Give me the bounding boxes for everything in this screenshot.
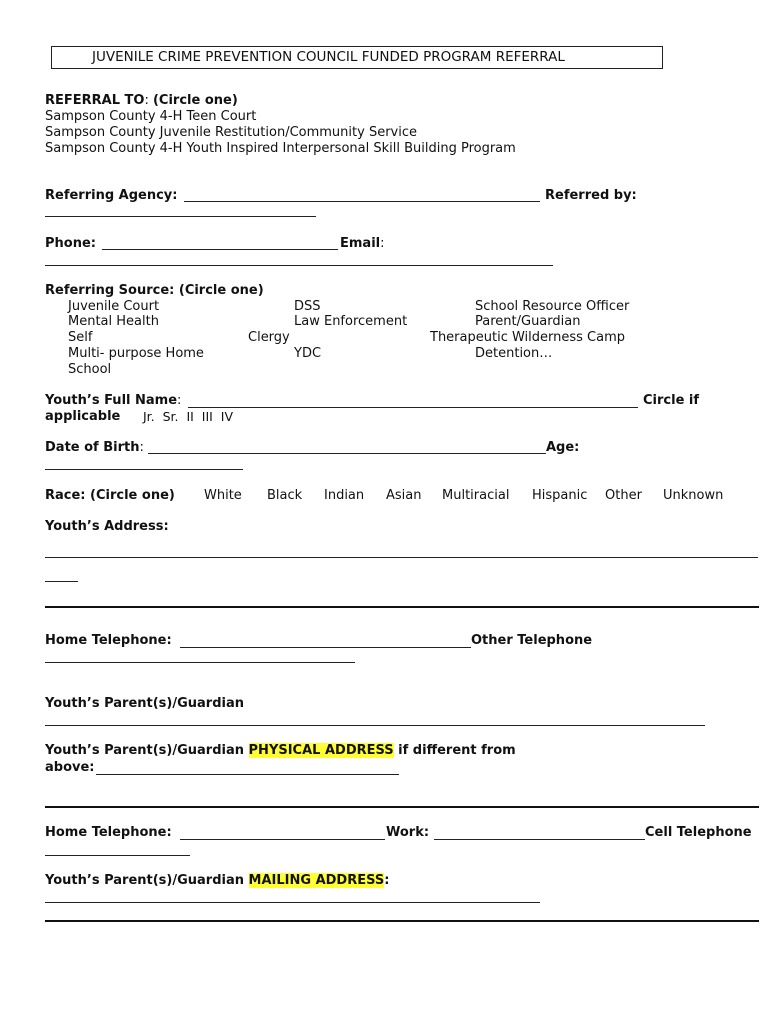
email-label <box>340 236 385 252</box>
physical-address-suffix: if different from <box>393 743 516 758</box>
source-wilderness-camp[interactable]: Therapeutic Wilderness Camp <box>430 330 625 345</box>
email-field[interactable] <box>45 265 553 266</box>
program-option-skill-building[interactable]: Sampson County 4-H Youth Inspired Interpersonal Skill Building Program <box>45 141 516 156</box>
referring-agency-label: Referring Agency: <box>45 188 178 203</box>
guardian-label: Youth’s Parent(s)/Guardian <box>45 696 244 711</box>
section-divider <box>45 920 759 922</box>
guardian-home-telephone-field[interactable] <box>180 839 385 840</box>
race-asian[interactable]: Asian <box>386 488 422 503</box>
program-option-teen-court[interactable]: Sampson County 4-H Teen Court <box>45 109 257 124</box>
race-other[interactable]: Other <box>605 488 642 503</box>
race-indian[interactable]: Indian <box>324 488 365 503</box>
mailing-address-colon: : <box>384 873 390 888</box>
phone-field[interactable] <box>102 249 338 250</box>
physical-address-field[interactable] <box>96 774 399 775</box>
source-school[interactable]: School <box>68 362 112 377</box>
youth-address-label: Youth’s Address: <box>45 519 169 534</box>
dob-colon: : <box>139 440 144 455</box>
source-mental-health[interactable]: Mental Health <box>68 314 159 329</box>
physical-address-prefix: Youth’s Parent(s)/Guardian <box>45 743 249 758</box>
dob-label-text: Date of Birth <box>45 440 140 455</box>
race-unknown[interactable]: Unknown <box>663 488 724 503</box>
mailing-address-label <box>45 873 389 889</box>
source-detention[interactable]: Detention… <box>475 346 553 361</box>
race-multiracial[interactable]: Multiracial <box>442 488 510 503</box>
physical-address-highlight: PHYSICAL ADDRESS <box>248 743 394 758</box>
applicable-label: applicable <box>45 409 121 424</box>
email-label-text: Email <box>340 236 381 251</box>
mailing-address-prefix: Youth’s Parent(s)/Guardian <box>45 873 249 888</box>
guardian-field[interactable] <box>45 725 705 726</box>
race-white[interactable]: White <box>204 488 242 503</box>
youth-name-colon: : <box>177 393 182 408</box>
youth-name-label <box>45 393 181 409</box>
guardian-cell-field[interactable] <box>45 855 190 856</box>
mailing-address-highlight: MAILING ADDRESS <box>248 873 385 888</box>
section-divider <box>45 606 759 608</box>
referral-to-label: REFERRAL TO <box>45 93 145 108</box>
home-telephone-field[interactable] <box>180 647 471 648</box>
referring-agency-field[interactable] <box>184 201 540 202</box>
source-juvenile-court[interactable]: Juvenile Court <box>68 299 160 314</box>
circle-if-label: Circle if <box>643 393 700 408</box>
guardian-work-field[interactable] <box>434 839 645 840</box>
referred-by-field[interactable] <box>45 216 316 217</box>
source-multi-purpose-home[interactable]: Multi- purpose Home <box>68 346 204 361</box>
age-field[interactable] <box>45 469 243 470</box>
dob-field[interactable] <box>148 453 546 454</box>
source-ydc[interactable]: YDC <box>294 346 322 361</box>
referred-by-label: Referred by: <box>545 188 637 203</box>
youth-name-label-text: Youth’s Full Name <box>45 393 178 408</box>
home-telephone-label: Home Telephone: <box>45 633 172 648</box>
name-suffix-options[interactable]: Jr. Sr. II III IV <box>143 409 234 424</box>
form-title-box <box>51 46 663 69</box>
guardian-work-label: Work: <box>386 825 430 840</box>
email-colon: : <box>380 236 385 251</box>
guardian-home-telephone-label: Home Telephone: <box>45 825 172 840</box>
program-option-restitution[interactable]: Sampson County Juvenile Restitution/Community Service <box>45 125 417 140</box>
source-clergy[interactable]: Clergy <box>248 330 290 345</box>
referral-to-heading <box>45 93 238 109</box>
source-law-enforcement[interactable]: Law Enforcement <box>294 314 408 329</box>
other-telephone-field[interactable] <box>45 662 355 663</box>
referring-source-label: Referring Source: (Circle one) <box>45 283 264 298</box>
mailing-address-field[interactable] <box>45 902 540 903</box>
youth-address-field-line1[interactable] <box>45 557 758 558</box>
section-divider <box>45 806 759 808</box>
race-black[interactable]: Black <box>267 488 303 503</box>
source-school-resource-officer[interactable]: School Resource Officer <box>475 299 630 314</box>
other-telephone-label: Other Telephone <box>471 633 593 648</box>
youth-address-field-line2[interactable] <box>45 581 78 582</box>
physical-address-label <box>45 743 516 759</box>
referral-to-colon: : <box>144 93 153 108</box>
referral-to-hint: (Circle one) <box>152 93 238 108</box>
phone-label: Phone: <box>45 236 96 251</box>
above-label: above: <box>45 760 95 775</box>
age-label: Age: <box>546 440 580 455</box>
guardian-cell-label: Cell Telephone <box>645 825 752 840</box>
race-label: Race: (Circle one) <box>45 488 175 503</box>
race-hispanic[interactable]: Hispanic <box>532 488 588 503</box>
dob-label <box>45 440 144 456</box>
source-parent-guardian[interactable]: Parent/Guardian <box>475 314 581 329</box>
form-title: JUVENILE CRIME PREVENTION COUNCIL FUNDED PROGRAM REFERRAL <box>92 49 565 65</box>
source-self[interactable]: Self <box>68 330 93 345</box>
youth-name-field[interactable] <box>188 407 638 408</box>
source-dss[interactable]: DSS <box>294 299 321 314</box>
